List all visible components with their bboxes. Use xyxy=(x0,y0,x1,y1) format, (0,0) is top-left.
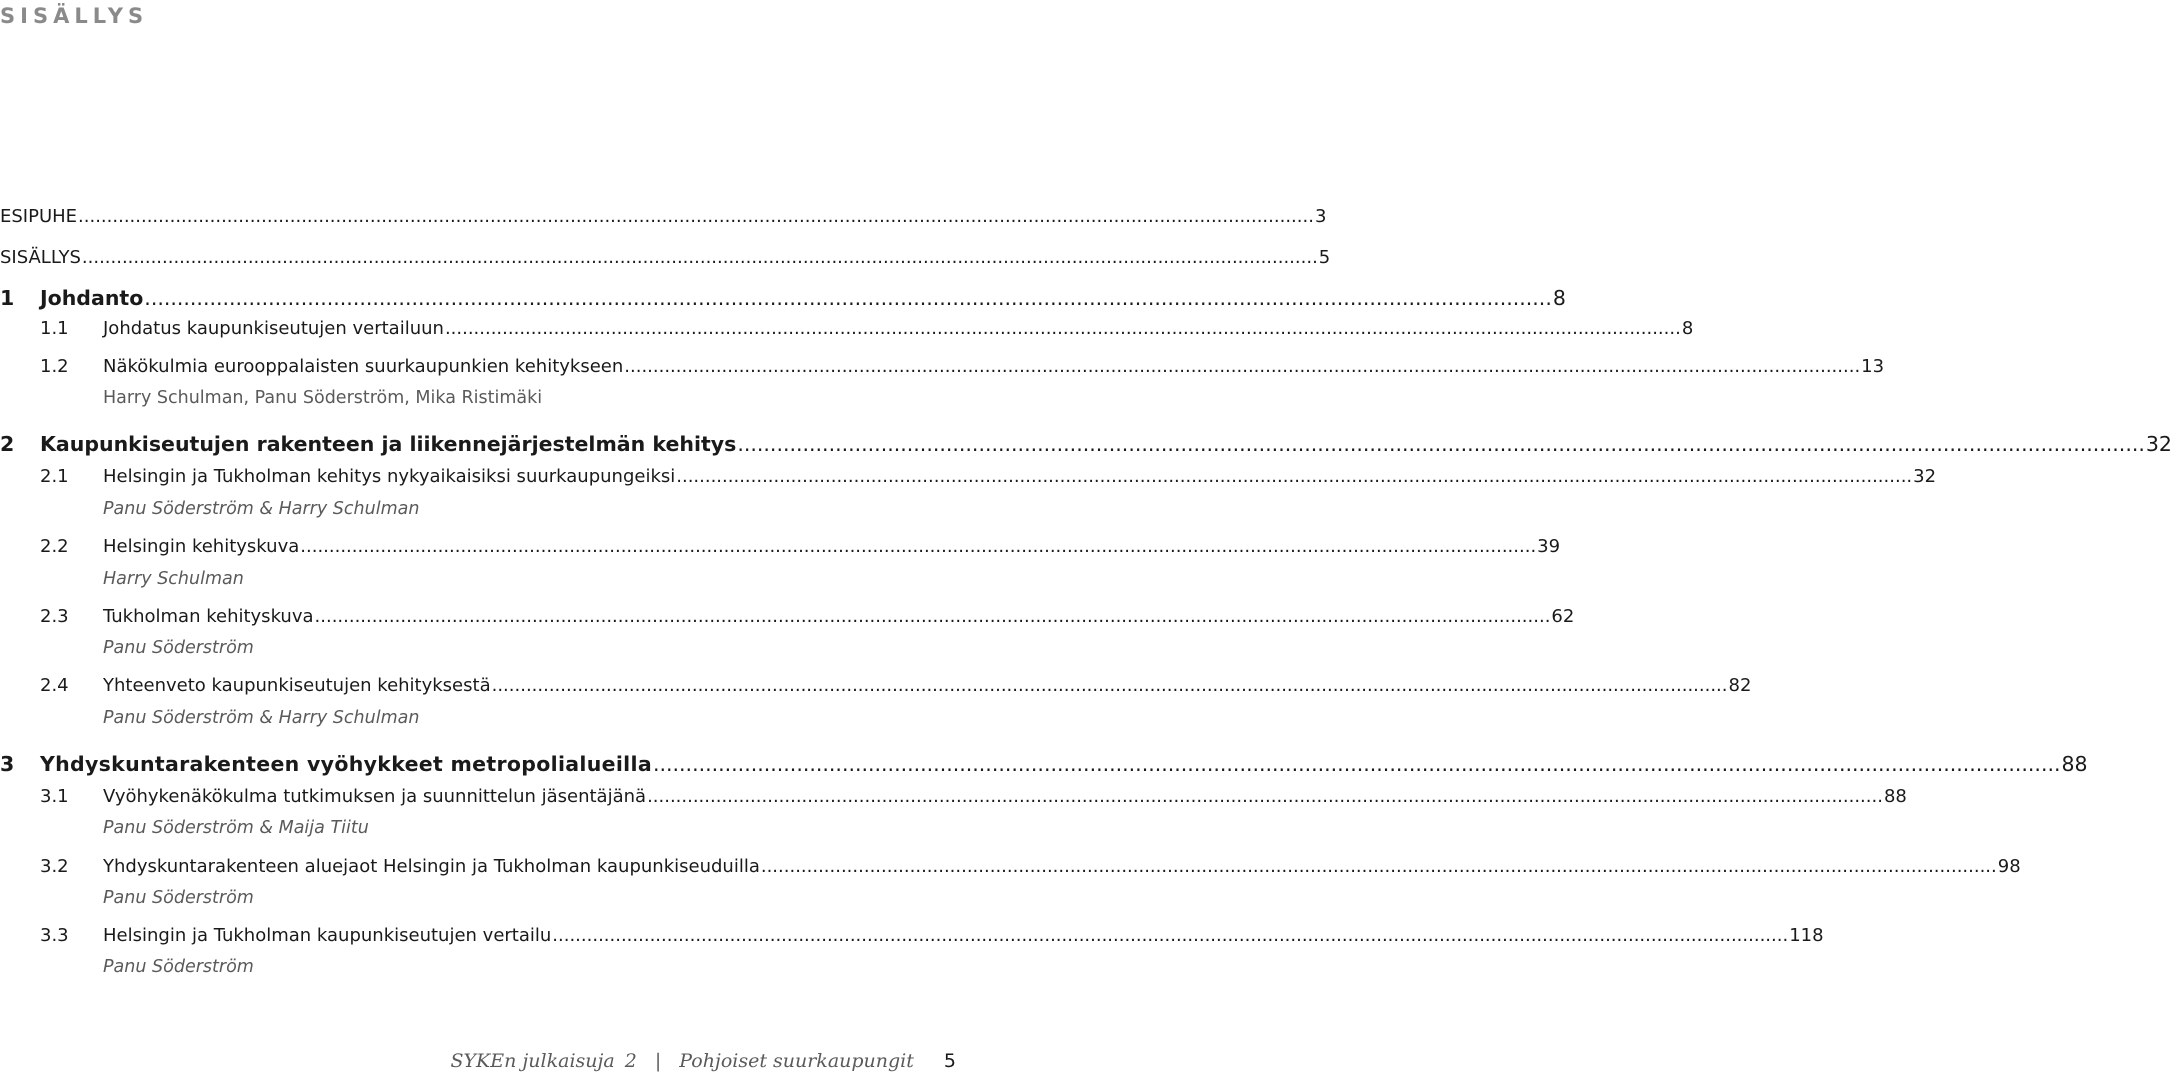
toc-page-number: 88 xyxy=(1883,786,1907,807)
toc-entry-sisallys[interactable] xyxy=(0,247,1331,277)
toc-page-number: 88 xyxy=(2061,752,2088,776)
toc-author: Panu Söderström & Maija Tiitu xyxy=(103,818,369,838)
toc-section-number: 1.2 xyxy=(40,356,69,377)
toc-section-number: 1.1 xyxy=(40,318,69,339)
toc-section-number: 2.1 xyxy=(40,466,69,487)
toc-section-3-1[interactable] xyxy=(0,786,1907,816)
toc-author: Panu Söderström xyxy=(103,957,254,977)
toc-section-number: 3.3 xyxy=(40,925,69,946)
toc-entry-title: Kaupunkiseutujen rakenteen ja liikennejärjestelmän kehitys xyxy=(40,432,737,456)
toc-entry-title: Yhdyskuntarakenteen vyöhykkeet metropolialueilla xyxy=(40,752,652,776)
toc-author: Harry Schulman, Panu Söderström, Mika Ristimäki xyxy=(103,388,543,408)
toc-page-number: 82 xyxy=(1728,675,1752,696)
footer-title: Pohjoiset suurkaupungit xyxy=(679,1050,914,1072)
toc-section-number: 3.1 xyxy=(40,786,69,807)
toc-leader: ........................................................................................................................................................................................................................ xyxy=(444,318,1681,339)
toc-page-number: 62 xyxy=(1551,606,1575,627)
toc-section-3-3[interactable] xyxy=(0,925,1824,955)
toc-entry-title: Vyöhykenäkökulma tutkimuksen ja suunnittelun jäsentäjänä xyxy=(103,786,647,807)
toc-page-number: 32 xyxy=(2145,432,2172,456)
toc-author: Panu Söderström xyxy=(103,888,254,908)
toc-section-number: 2.2 xyxy=(40,536,69,557)
toc-chapter-number: 3 xyxy=(0,752,15,776)
toc-page-number: 39 xyxy=(1537,536,1561,557)
toc-leader: ........................................................................................................................................................................................................................ xyxy=(81,247,1318,268)
toc-page-number: 8 xyxy=(1552,286,1566,310)
toc-entry-title: Yhdyskuntarakenteen aluejaot Helsingin ja Tukholman kaupunkiseuduilla xyxy=(103,856,760,877)
toc-section-1-2[interactable] xyxy=(0,356,1885,386)
toc-leader: ........................................................................................................................................................................................................................ xyxy=(552,925,1789,946)
toc-author: Panu Söderström xyxy=(103,638,254,658)
toc-entry-title: Helsingin ja Tukholman kehitys nykyaikaisiksi suurkaupungeiksi xyxy=(103,466,676,487)
toc-chapter-2[interactable] xyxy=(0,432,2172,462)
toc-section-number: 3.2 xyxy=(40,856,69,877)
toc-leader: ........................................................................................................................................................................................................................ xyxy=(144,286,1552,310)
toc-section-3-2[interactable] xyxy=(0,856,2021,886)
toc-leader: ........................................................................................................................................................................................................................ xyxy=(676,466,1913,487)
toc-chapter-number: 2 xyxy=(0,432,15,456)
toc-section-2-4[interactable] xyxy=(0,675,1752,705)
toc-entry-title: ESIPUHE xyxy=(0,206,78,227)
toc-chapter-number: 1 xyxy=(0,286,15,310)
toc-author: Harry Schulman xyxy=(103,569,244,589)
toc-entry-title: Johdatus kaupunkiseutujen vertailuun xyxy=(103,318,444,339)
toc-entry-title: Helsingin ja Tukholman kaupunkiseutujen vertailu xyxy=(103,925,552,946)
toc-author: Panu Söderström & Harry Schulman xyxy=(103,499,420,519)
footer-separator: | xyxy=(654,1050,662,1072)
toc-section-2-1[interactable] xyxy=(0,466,1937,496)
toc-section-number: 2.3 xyxy=(40,606,69,627)
toc-leader: ........................................................................................................................................................................................................................ xyxy=(652,752,2061,776)
page-footer xyxy=(451,1050,957,1072)
toc-leader: ........................................................................................................................................................................................................................ xyxy=(491,675,1728,696)
toc-section-2-3[interactable] xyxy=(0,606,1575,636)
toc-leader: ........................................................................................................................................................................................................................ xyxy=(737,432,2145,456)
toc-entry-title: Johdanto xyxy=(40,286,144,310)
toc-entry-title: Yhteenveto kaupunkiseutujen kehityksestä xyxy=(103,675,491,696)
footer-page-number: 5 xyxy=(943,1050,956,1072)
toc-section-number: 2.4 xyxy=(40,675,69,696)
toc-page-number: 118 xyxy=(1789,925,1824,946)
toc-page-number: 3 xyxy=(1314,206,1327,227)
toc-page-number: 98 xyxy=(1997,856,2021,877)
toc-entry-title: Helsingin kehityskuva xyxy=(103,536,300,557)
toc-leader: ........................................................................................................................................................................................................................ xyxy=(300,536,1537,557)
toc-entry-esipuhe[interactable] xyxy=(0,206,1327,236)
toc-chapter-1[interactable] xyxy=(0,286,1566,316)
toc-leader: ........................................................................................................................................................................................................................ xyxy=(760,856,1997,877)
footer-series-number: 2 xyxy=(624,1050,637,1072)
toc-page-number: 5 xyxy=(1318,247,1331,268)
toc-leader: ........................................................................................................................................................................................................................ xyxy=(314,606,1551,627)
toc-page-number: 13 xyxy=(1861,356,1885,377)
toc-chapter-3[interactable] xyxy=(0,752,2088,782)
toc-entry-title: SISÄLLYS xyxy=(0,247,81,268)
toc-page-number: 8 xyxy=(1681,318,1694,339)
toc-section-1-1[interactable] xyxy=(0,318,1694,348)
toc-entry-title: Tukholman kehityskuva xyxy=(103,606,314,627)
page-header: SISÄLLYS xyxy=(0,4,149,28)
toc-page-number: 32 xyxy=(1913,466,1937,487)
toc-entry-title: Näkökulmia eurooppalaisten suurkaupunkien kehitykseen xyxy=(103,356,624,377)
toc-section-2-2[interactable] xyxy=(0,536,1561,566)
toc-leader: ........................................................................................................................................................................................................................ xyxy=(78,206,1314,227)
toc-leader: ........................................................................................................................................................................................................................ xyxy=(647,786,1883,807)
footer-series: SYKEn julkaisuja xyxy=(450,1050,615,1072)
toc-author: Panu Söderström & Harry Schulman xyxy=(103,708,420,728)
toc-leader: ........................................................................................................................................................................................................................ xyxy=(624,356,1861,377)
